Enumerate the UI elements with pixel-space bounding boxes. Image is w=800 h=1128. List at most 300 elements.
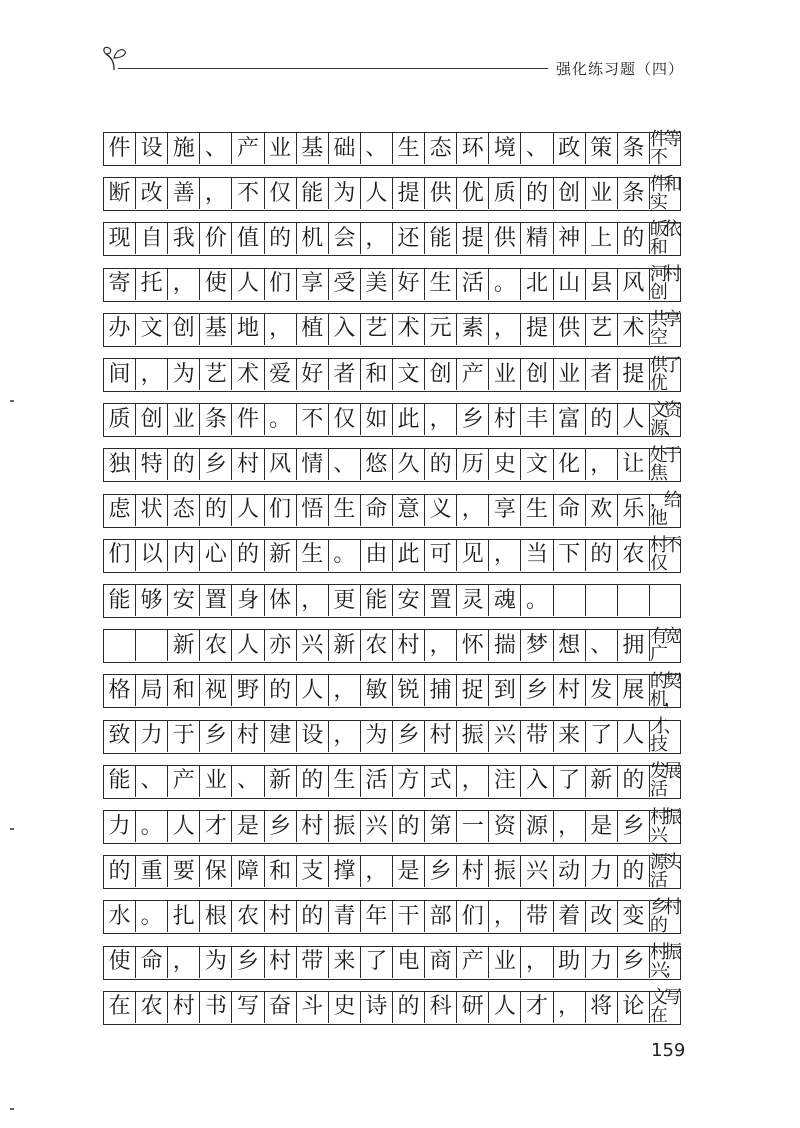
grid-cell: 的 xyxy=(618,856,650,887)
grid-cell: 文资源、 xyxy=(649,399,678,439)
grid-cell: 供 xyxy=(554,314,586,345)
grid-cell: 变 xyxy=(618,901,650,932)
grid-cell: ， xyxy=(425,404,457,435)
grid-cell: 新 xyxy=(265,766,297,797)
grid-cell: 保 xyxy=(200,856,232,887)
grid-cell: 件 xyxy=(104,133,136,164)
grid-cell: 由 xyxy=(361,540,393,571)
grid-cell: 扎 xyxy=(168,901,200,932)
grid-cell: 供了优 xyxy=(649,354,678,394)
grid-cell: 活 xyxy=(361,766,393,797)
grid-row xyxy=(103,173,681,213)
grid-cell: 河村创 xyxy=(649,264,678,304)
grid-cell: 好 xyxy=(393,269,425,300)
grid-cell: 悠 xyxy=(361,449,393,480)
grid-cell: 电 xyxy=(393,947,425,978)
grid-cell: 有宽广 xyxy=(649,625,678,665)
grid-cell: 研 xyxy=(457,992,489,1023)
grid-cell: 置 xyxy=(200,585,232,616)
grid-cell: 命 xyxy=(554,495,586,526)
grid-cell: 入 xyxy=(329,314,361,345)
grid-cell: 提 xyxy=(457,223,489,254)
grid-cell: ， xyxy=(329,721,361,752)
grid-cell: ， xyxy=(361,223,393,254)
grid-row xyxy=(103,761,681,801)
grid-cell: 振 xyxy=(457,721,489,752)
grid-cell: 神 xyxy=(554,223,586,254)
grid-cell: 设 xyxy=(297,721,329,752)
grid-cell: 村 xyxy=(393,630,425,661)
grid-cell: ， xyxy=(457,495,489,526)
grid-row xyxy=(103,716,681,756)
grid-cell: 术 xyxy=(393,314,425,345)
grid-cell: 使 xyxy=(200,269,232,300)
grid-cell: 处于焦 xyxy=(649,444,678,484)
grid-cell: 悟 xyxy=(297,495,329,526)
grid-cell: 的 xyxy=(232,540,264,571)
grid-cell: 人 xyxy=(232,495,264,526)
grid-cell: 捉 xyxy=(457,675,489,706)
grid-cell: 诗 xyxy=(361,992,393,1023)
grid-cell: 件等不 xyxy=(649,128,678,168)
grid-cell: ， xyxy=(168,947,200,978)
grid-cell: 生 xyxy=(521,495,553,526)
grid-cell: 源 xyxy=(521,811,553,842)
grid-cell: 于 xyxy=(168,721,200,752)
grid-cell: ， xyxy=(489,314,521,345)
grid-cell: 提 xyxy=(521,314,553,345)
grid-cell: 条 xyxy=(200,404,232,435)
grid-cell: 史 xyxy=(329,992,361,1023)
grid-cell: 论 xyxy=(618,992,650,1023)
grid-cell: 身 xyxy=(232,585,264,616)
grid-cell: 发展活 xyxy=(649,761,678,801)
grid-cell: 间 xyxy=(104,359,136,390)
grid-cell: 才 xyxy=(200,811,232,842)
grid-cell: 的 xyxy=(393,811,425,842)
grid-cell: ， xyxy=(521,947,553,978)
grid-cell: 仅 xyxy=(265,178,297,209)
grid-cell: 人 xyxy=(232,630,264,661)
grid-cell: 产 xyxy=(457,947,489,978)
grid-cell: 是 xyxy=(232,811,264,842)
grid-cell: 产 xyxy=(232,133,264,164)
grid-cell: 现 xyxy=(104,223,136,254)
grid-cell: 、 xyxy=(329,449,361,480)
grid-cell: 当 xyxy=(521,540,553,571)
grid-cell: 改 xyxy=(586,901,618,932)
grid-cell: 新 xyxy=(586,766,618,797)
grid-cell: 活 xyxy=(457,269,489,300)
grid-cell: 义 xyxy=(425,495,457,526)
grid-cell: 寄 xyxy=(104,269,136,300)
grid-cell: 能 xyxy=(361,585,393,616)
grid-cell: 还 xyxy=(393,223,425,254)
grid-cell: 创 xyxy=(425,359,457,390)
grid-cell: 办 xyxy=(104,314,136,345)
grid-cell: 提 xyxy=(618,359,650,390)
grid-cell: 拥 xyxy=(618,630,650,661)
grid-cell: 注 xyxy=(489,766,521,797)
grid-cell: 捕 xyxy=(425,675,457,706)
grid-cell: 和 xyxy=(361,359,393,390)
grid-cell: 特 xyxy=(136,449,168,480)
grid-cell: 够 xyxy=(136,585,168,616)
grid-cell: 策 xyxy=(586,133,618,164)
grid-cell: ， xyxy=(489,901,521,932)
grid-cell xyxy=(554,585,586,616)
grid-cell: 。 xyxy=(521,585,553,616)
grid-cell: 的 xyxy=(618,766,650,797)
grid-cell: 野 xyxy=(232,675,264,706)
grid-cell: 奋 xyxy=(265,992,297,1023)
grid-cell: 在 xyxy=(104,992,136,1023)
grid-cell: 兴 xyxy=(489,721,521,752)
grid-cell: 展 xyxy=(618,675,650,706)
grid-cell: 业 xyxy=(265,133,297,164)
grid-cell: 。 xyxy=(329,540,361,571)
grid-cell: 仅 xyxy=(329,404,361,435)
grid-cell: ， xyxy=(200,178,232,209)
grid-row xyxy=(103,584,681,618)
grid-cell: 锐 xyxy=(393,675,425,706)
grid-cell: 一 xyxy=(457,811,489,842)
grid-cell: 术 xyxy=(618,314,650,345)
grid-cell: 带 xyxy=(521,721,553,752)
grid-cell: 风 xyxy=(265,449,297,480)
grid-cell: 以 xyxy=(136,540,168,571)
grid-cell: 书 xyxy=(200,992,232,1023)
grid-cell: 魂 xyxy=(489,585,521,616)
grid-cell: 人 xyxy=(232,269,264,300)
grid-cell: 政 xyxy=(554,133,586,164)
grid-cell: 命 xyxy=(361,495,393,526)
grid-cell: 者 xyxy=(329,359,361,390)
grid-cell: 质 xyxy=(489,178,521,209)
grid-cell: 产 xyxy=(457,359,489,390)
grid-cell: 人 xyxy=(618,404,650,435)
grid-cell: 干 xyxy=(393,901,425,932)
grid-cell: 们 xyxy=(265,495,297,526)
grid-cell: 的 xyxy=(586,404,618,435)
grid-cell: 产 xyxy=(168,766,200,797)
grid-cell: 源头活 xyxy=(649,851,678,891)
grid-cell: 、 xyxy=(232,766,264,797)
grid-cell xyxy=(650,585,682,616)
grid-row xyxy=(103,354,681,394)
grid-cell: 村 xyxy=(232,721,264,752)
grid-cell: 部 xyxy=(425,901,457,932)
grid-cell: 境 xyxy=(489,133,521,164)
grid-cell: ， xyxy=(168,269,200,300)
grid-cell: 业 xyxy=(200,766,232,797)
grid-cell: 北 xyxy=(521,269,553,300)
grid-cell: 资 xyxy=(489,811,521,842)
grid-cell: 享 xyxy=(297,269,329,300)
grid-cell: 带 xyxy=(297,947,329,978)
grid-cell: 村 xyxy=(265,947,297,978)
grid-cell: 者 xyxy=(586,359,618,390)
grid-row xyxy=(103,806,681,846)
grid-cell: 村 xyxy=(232,449,264,480)
grid-cell: 状 xyxy=(136,495,168,526)
grid-cell: 村 xyxy=(168,992,200,1023)
section-title: 强化练习题（四） xyxy=(556,60,685,78)
grid-cell: 件和实 xyxy=(649,173,678,213)
grid-cell: 艺 xyxy=(586,314,618,345)
grid-cell: 村不仅 xyxy=(649,535,678,575)
grid-cell: 文 xyxy=(521,449,553,480)
sprout-icon xyxy=(100,44,130,74)
grid-cell: 乡 xyxy=(265,811,297,842)
grid-cell: 新 xyxy=(329,630,361,661)
grid-cell: 精 xyxy=(521,223,553,254)
grid-cell: 力 xyxy=(104,811,136,842)
grid-cell: 欢 xyxy=(586,495,618,526)
grid-cell: 乡 xyxy=(425,856,457,887)
grid-cell: 了 xyxy=(554,766,586,797)
grid-cell: 乡 xyxy=(200,721,232,752)
grid-cell: 受 xyxy=(329,269,361,300)
grid-cell: 是 xyxy=(393,856,425,887)
grid-cell: 体 xyxy=(265,585,297,616)
grid-cell: 生 xyxy=(425,269,457,300)
grid-cell: 们 xyxy=(265,269,297,300)
grid-cell: 力 xyxy=(136,721,168,752)
grid-row xyxy=(103,535,681,575)
grid-cell: 农 xyxy=(361,630,393,661)
grid-cell: 供 xyxy=(425,178,457,209)
grid-cell: ，给他 xyxy=(649,490,678,530)
grid-cell: 心 xyxy=(200,540,232,571)
grid-cell: 建 xyxy=(265,721,297,752)
grid-cell: 的 xyxy=(297,901,329,932)
margin-mark xyxy=(10,1108,14,1110)
grid-cell: 商 xyxy=(425,947,457,978)
grid-cell: 基 xyxy=(200,314,232,345)
grid-cell: 第 xyxy=(425,811,457,842)
grid-cell: 乡 xyxy=(457,404,489,435)
grid-cell: 地 xyxy=(232,314,264,345)
grid-cell: 敏 xyxy=(361,675,393,706)
grid-cell: 振 xyxy=(489,856,521,887)
grid-cell: 艺 xyxy=(200,359,232,390)
grid-cell: 水 xyxy=(104,901,136,932)
margin-mark xyxy=(10,400,14,402)
grid-cell: 础 xyxy=(329,133,361,164)
grid-cell: ， xyxy=(265,314,297,345)
grid-row xyxy=(103,264,681,304)
grid-cell: ， xyxy=(457,766,489,797)
grid-cell: 的 xyxy=(297,766,329,797)
grid-cell: 人 xyxy=(168,811,200,842)
grid-cell: 梦 xyxy=(521,630,553,661)
grid-cell: 创 xyxy=(136,404,168,435)
grid-cell: 视 xyxy=(200,675,232,706)
grid-cell: 生 xyxy=(393,133,425,164)
grid-cell: 文 xyxy=(393,359,425,390)
grid-cell: 态 xyxy=(425,133,457,164)
grid-cell: 村振兴 xyxy=(649,806,678,846)
grid-cell: 乡 xyxy=(521,675,553,706)
grid-row xyxy=(103,851,681,891)
grid-cell: 爱 xyxy=(265,359,297,390)
grid-cell: 环 xyxy=(457,133,489,164)
grid-cell: 富 xyxy=(554,404,586,435)
grid-cell: 障 xyxy=(232,856,264,887)
grid-cell: 带 xyxy=(521,901,553,932)
grid-cell: 发 xyxy=(586,675,618,706)
grid-cell: 久 xyxy=(393,449,425,480)
grid-cell: 意 xyxy=(393,495,425,526)
grid-cell: 人 xyxy=(297,675,329,706)
grid-cell: 。 xyxy=(265,404,297,435)
grid-cell: 的 xyxy=(618,223,650,254)
grid-row xyxy=(103,987,681,1027)
grid-cell: 优 xyxy=(457,178,489,209)
grid-cell: 乡村的 xyxy=(649,896,678,936)
grid-cell: ， xyxy=(489,540,521,571)
grid-cell: 态 xyxy=(168,495,200,526)
grid-cell: 力 xyxy=(586,856,618,887)
grid-cell: 的契机， xyxy=(649,670,678,710)
grid-cell: 下 xyxy=(554,540,586,571)
grid-cell: 村 xyxy=(265,901,297,932)
grid-cell: 撑 xyxy=(329,856,361,887)
grid-cell: 业 xyxy=(489,947,521,978)
grid-cell: 致 xyxy=(104,721,136,752)
grid-cell: 的 xyxy=(168,449,200,480)
grid-cell: 术 xyxy=(232,359,264,390)
grid-cell: 们 xyxy=(457,901,489,932)
grid-cell: 青 xyxy=(329,901,361,932)
grid-cell: 件 xyxy=(232,404,264,435)
grid-cell: 的 xyxy=(265,675,297,706)
grid-cell: 兴 xyxy=(297,630,329,661)
grid-cell: 村 xyxy=(554,675,586,706)
grid-cell: 才、技 xyxy=(649,716,678,756)
grid-cell: 的 xyxy=(200,495,232,526)
grid-cell: 质 xyxy=(104,404,136,435)
grid-cell: 业 xyxy=(586,178,618,209)
grid-cell: 新 xyxy=(168,630,200,661)
grid-cell: 式 xyxy=(425,766,457,797)
grid-cell: 史 xyxy=(489,449,521,480)
grid-cell: 文写在 xyxy=(649,987,678,1027)
grid-row xyxy=(103,218,681,258)
grid-cell: 。 xyxy=(136,811,168,842)
grid-cell: 农 xyxy=(618,540,650,571)
grid-cell: 灵 xyxy=(457,585,489,616)
grid-cell: 想 xyxy=(554,630,586,661)
grid-cell: 此 xyxy=(393,404,425,435)
grid-cell: 能 xyxy=(297,178,329,209)
grid-cell: 的 xyxy=(265,223,297,254)
grid-cell: 为 xyxy=(200,947,232,978)
grid-cell: 创 xyxy=(554,178,586,209)
grid-cell: 了 xyxy=(586,721,618,752)
grid-cell: 根 xyxy=(200,901,232,932)
grid-row xyxy=(103,896,681,936)
grid-cell: ， xyxy=(586,449,618,480)
margin-mark xyxy=(10,828,14,830)
grid-cell: 供 xyxy=(489,223,521,254)
grid-cell: 乡 xyxy=(618,811,650,842)
grid-cell: 乐 xyxy=(618,495,650,526)
grid-cell: 怀 xyxy=(457,630,489,661)
grid-cell: 值 xyxy=(232,223,264,254)
grid-cell: 们 xyxy=(104,540,136,571)
grid-cell: 更 xyxy=(329,585,361,616)
grid-cell: 安 xyxy=(393,585,425,616)
grid-cell: 此 xyxy=(393,540,425,571)
grid-cell: 能 xyxy=(104,585,136,616)
grid-cell: 化 xyxy=(554,449,586,480)
grid-cell: 乡 xyxy=(618,947,650,978)
grid-cell: 为 xyxy=(168,359,200,390)
grid-cell: 让 xyxy=(618,449,650,480)
grid-cell: 农 xyxy=(232,901,264,932)
grid-cell: 亦 xyxy=(265,630,297,661)
grid-cell: 的 xyxy=(393,992,425,1023)
grid-cell: 人 xyxy=(361,178,393,209)
grid-cell: 为 xyxy=(329,178,361,209)
grid-cell: 年 xyxy=(361,901,393,932)
grid-cell: 业 xyxy=(168,404,200,435)
grid-cell: 的 xyxy=(521,178,553,209)
grid-cell: 乡 xyxy=(232,947,264,978)
grid-cell: 享 xyxy=(489,495,521,526)
grid-cell: 提 xyxy=(393,178,425,209)
grid-row xyxy=(103,309,681,349)
grid-cell: 了 xyxy=(361,947,393,978)
grid-cell: 情 xyxy=(297,449,329,480)
grid-cell: 条 xyxy=(618,133,650,164)
grid-cell: 独 xyxy=(104,449,136,480)
grid-cell: 县 xyxy=(586,269,618,300)
grid-cell: 价 xyxy=(200,223,232,254)
grid-cell: 能 xyxy=(425,223,457,254)
grid-cell: 揣 xyxy=(489,630,521,661)
grid-cell: 植 xyxy=(297,314,329,345)
grid-cell: 虑 xyxy=(104,495,136,526)
grid-cell: 力 xyxy=(586,947,618,978)
grid-row xyxy=(103,128,681,168)
grid-cell: ， xyxy=(136,359,168,390)
page-number: 159 xyxy=(651,1040,686,1061)
grid-cell: 和 xyxy=(265,856,297,887)
grid-cell: 使 xyxy=(104,947,136,978)
grid-cell: 不 xyxy=(297,404,329,435)
grid-cell: 新 xyxy=(265,540,297,571)
grid-cell: 生 xyxy=(329,495,361,526)
grid-cell: 如 xyxy=(361,404,393,435)
grid-cell: 条 xyxy=(618,178,650,209)
grid-cell: 置 xyxy=(425,585,457,616)
grid-cell: 助 xyxy=(554,947,586,978)
grid-cell: 科 xyxy=(425,992,457,1023)
grid-cell: 村 xyxy=(425,721,457,752)
grid-cell: 共享空 xyxy=(649,309,678,349)
grid-row xyxy=(103,399,681,439)
grid-cell: ， xyxy=(554,811,586,842)
grid-cell: 乡 xyxy=(393,721,425,752)
grid-cell: 文 xyxy=(136,314,168,345)
grid-cell: 来 xyxy=(554,721,586,752)
grid-cell: 村振兴； xyxy=(649,942,678,982)
grid-cell: 皈依和 xyxy=(649,218,678,258)
grid-cell: 兴 xyxy=(521,856,553,887)
